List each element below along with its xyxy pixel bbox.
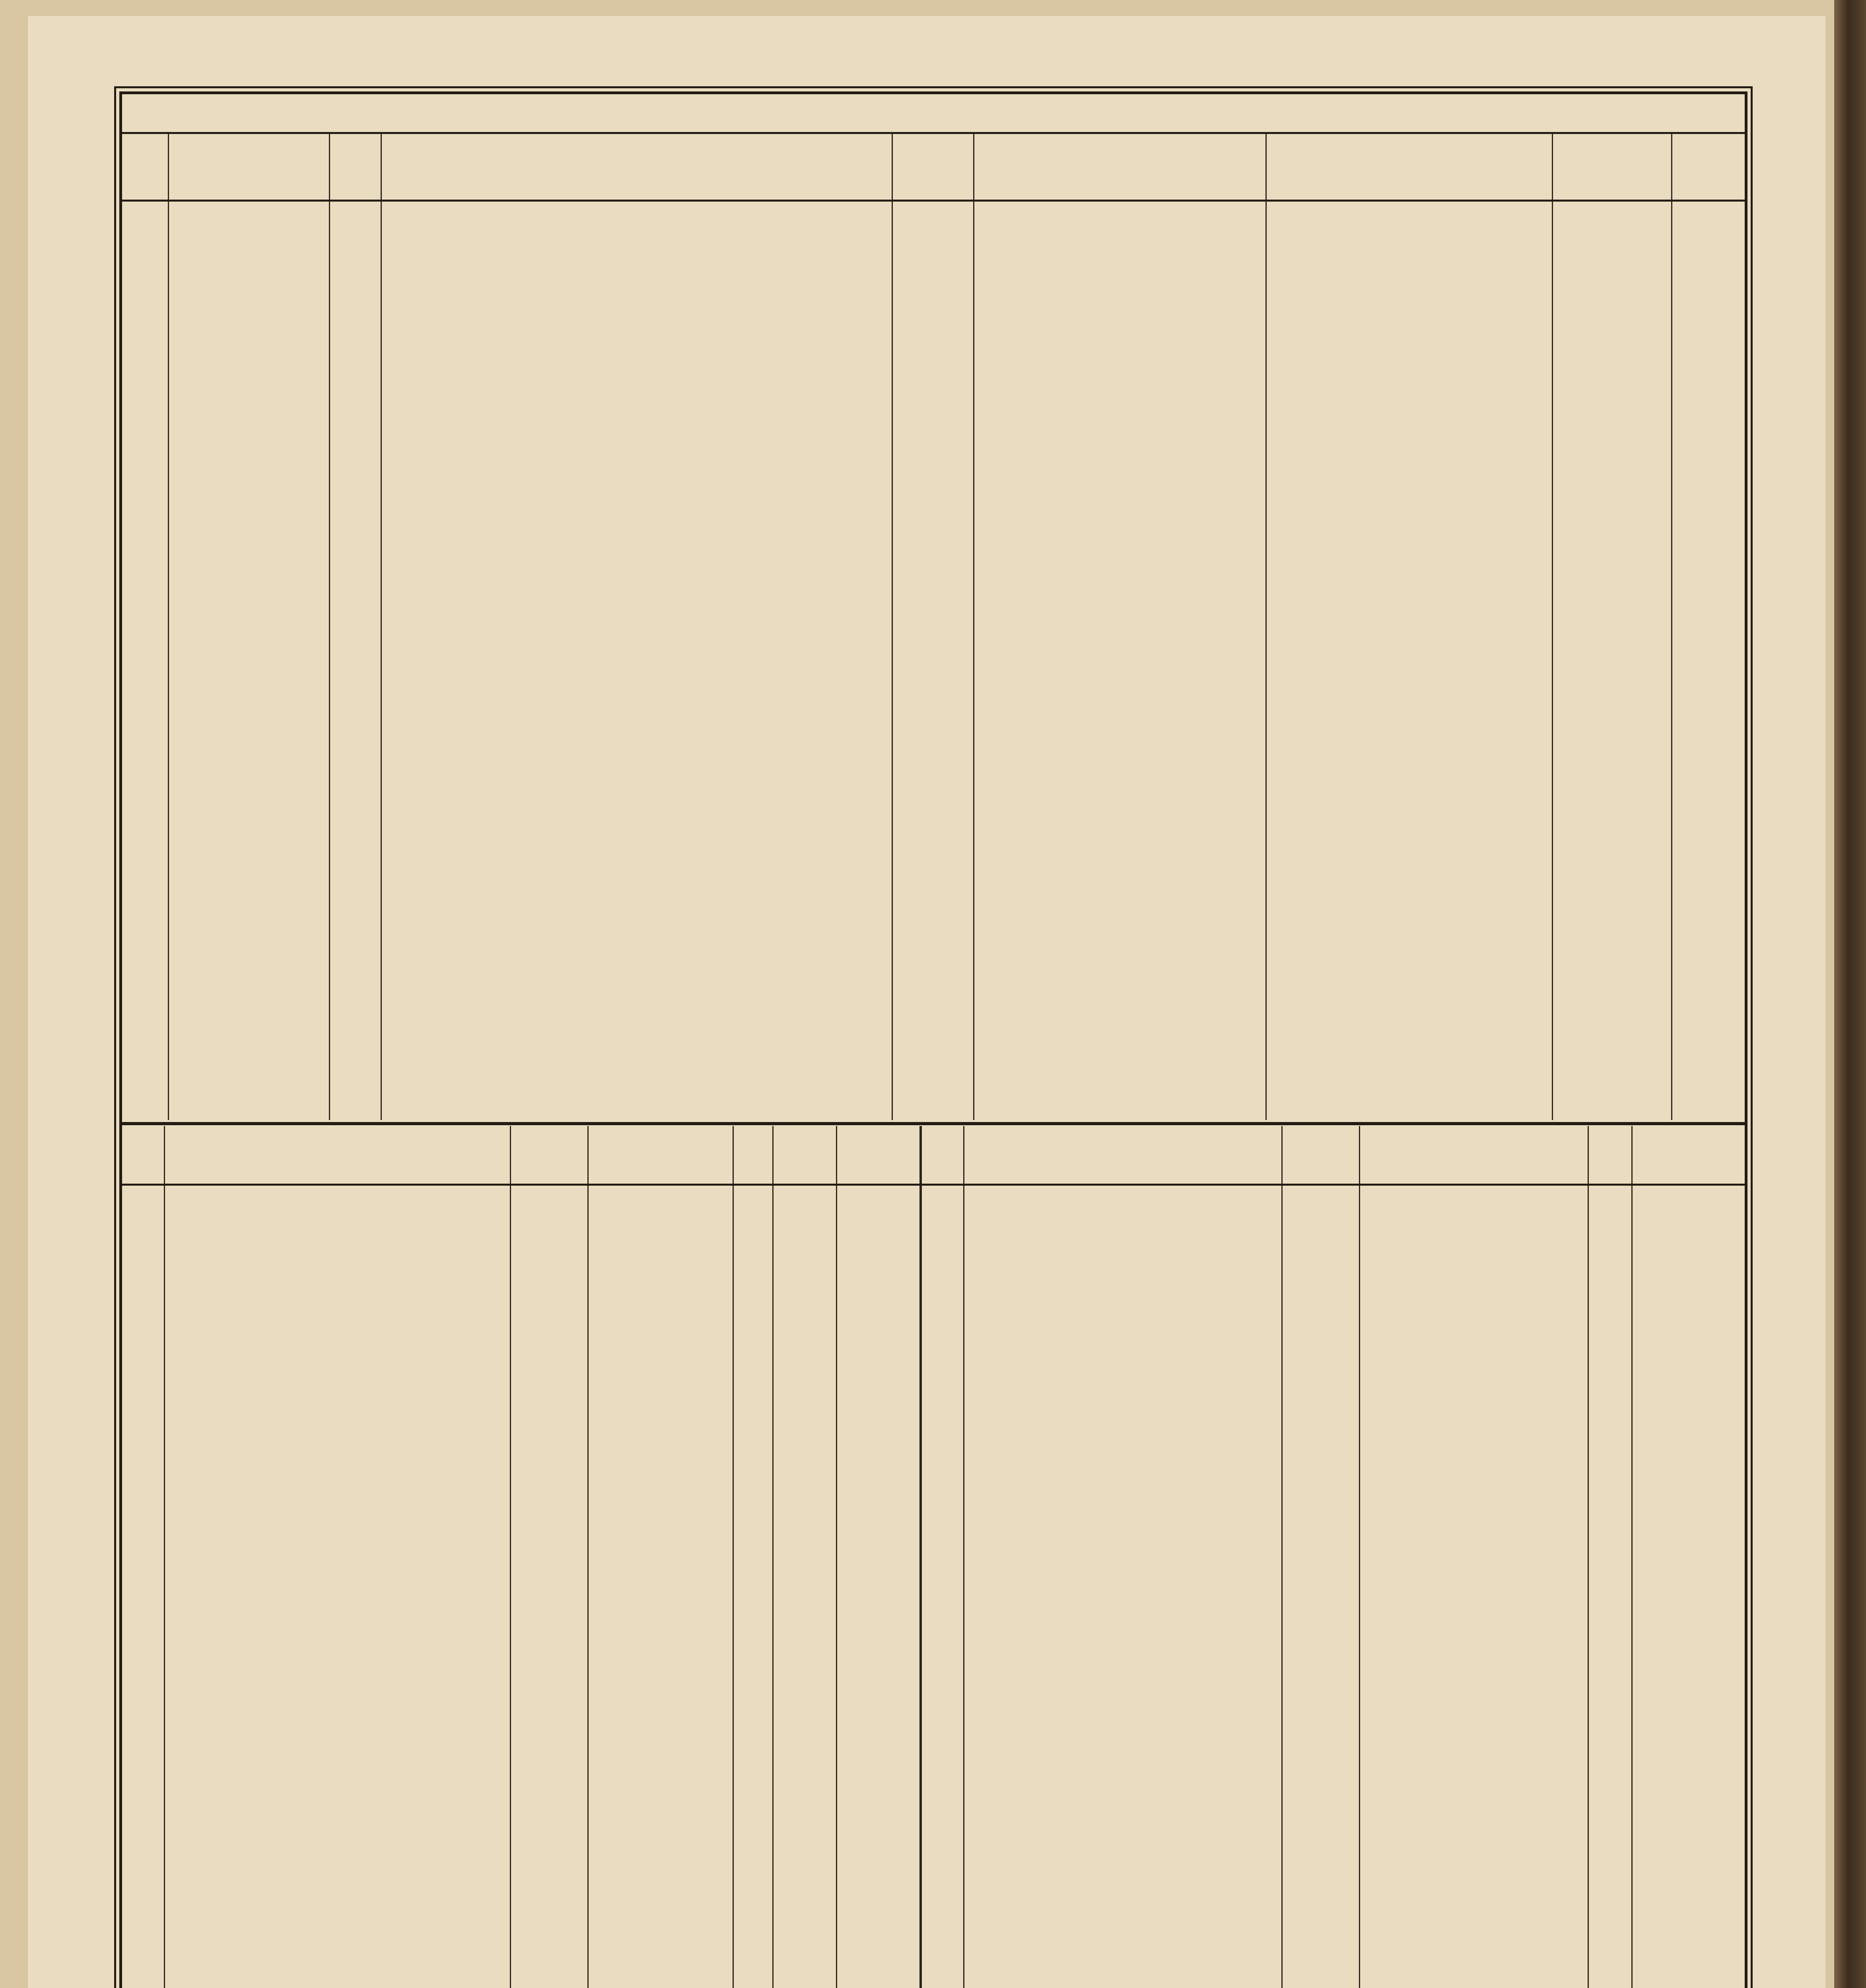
- col-divider: [1671, 134, 1672, 1120]
- col-divider: [381, 134, 382, 1120]
- col-divider: [1359, 1126, 1360, 1988]
- col-divider: [836, 1126, 837, 1988]
- col-divider: [973, 134, 974, 1120]
- bheader-rule: [122, 1184, 1745, 1186]
- col-divider: [892, 134, 893, 1120]
- col-divider: [919, 1126, 922, 1988]
- col-divider: [1265, 134, 1267, 1120]
- forward-market-table: [122, 134, 1745, 1120]
- page-header: [122, 94, 1745, 134]
- cash-market-table: [122, 1126, 1745, 1988]
- col-divider: [1588, 1126, 1589, 1988]
- book-binding-edge: [1834, 0, 1866, 1988]
- stock-listing-frame: [119, 91, 1747, 1988]
- col-divider: [1631, 1126, 1633, 1988]
- col-divider: [1281, 1126, 1283, 1988]
- section-rule: [122, 1122, 1745, 1125]
- col-divider: [963, 1126, 964, 1988]
- col-divider: [164, 1126, 165, 1988]
- col-divider: [772, 1126, 774, 1988]
- col-divider: [168, 134, 169, 1120]
- col-divider: [587, 1126, 589, 1988]
- col-divider: [1552, 134, 1553, 1120]
- col-divider: [510, 1126, 511, 1988]
- header-rule: [122, 200, 1745, 202]
- col-divider: [329, 134, 330, 1120]
- col-divider: [733, 1126, 734, 1988]
